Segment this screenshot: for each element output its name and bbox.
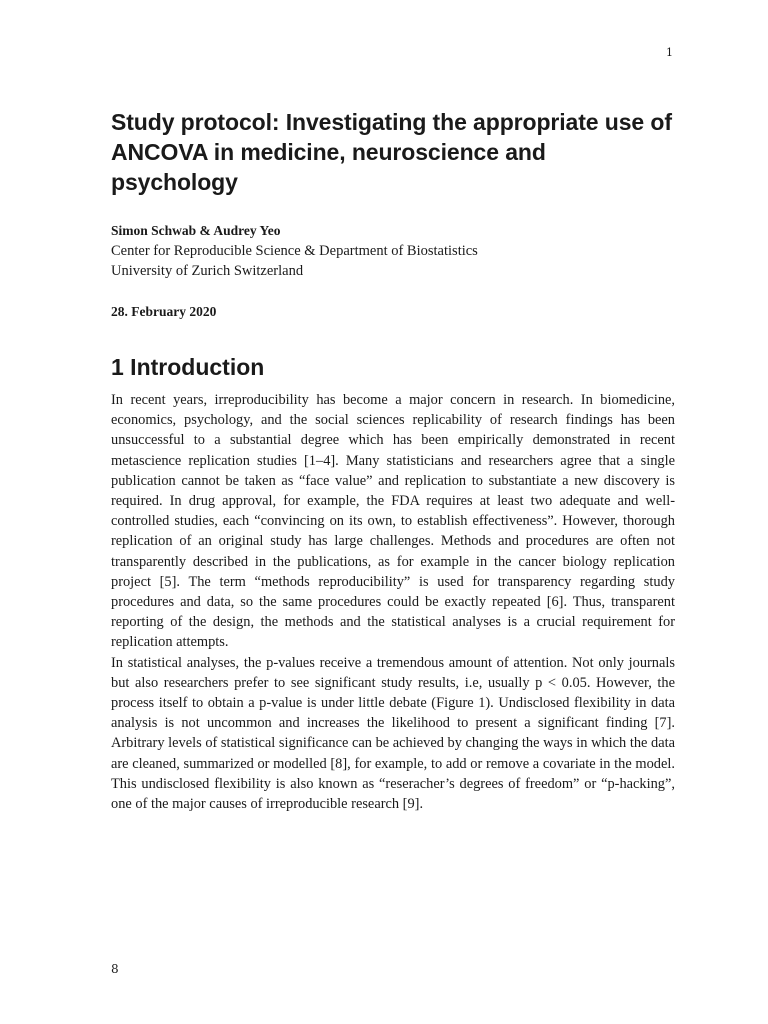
page-number-top: 1: [666, 46, 673, 59]
affiliation-line-2: University of Zurich Switzerland: [111, 263, 304, 279]
intro-paragraph-1: In recent years, irreproducibility has become a major concern in research. In biomedicine, economics, psychology, and the social sciences replicability of research findings has been unsuccessful to a substantial degree which has been empirically demonstrated in recent metascience replication studies [1–4]. Many statisticians and researchers agree that a single publication cannot be taken as “face value” and replication to substantiate a new discovery is required. In drug approval, for example, the FDA requires at least two adequate and well-controlled studies, each “convincing on its own, to establish effectiveness”. However, thorough replication of an original study has large challenges. Methods and procedures are often not transparently described in the publications, as for example in the cancer biology replication project [5]. The term “methods reproducibility” is used for transparency regarding study procedures and data, so the same procedures could be exactly repeated [6]. Thus, transparent reporting of the design, the methods and the statistical analyses is a crucial requirement for replication attempts.: [111, 392, 675, 651]
section-heading-introduction: 1 Introduction: [111, 354, 265, 380]
page-number-bottom: 8: [111, 962, 119, 976]
publication-date: 28. February 2020: [111, 304, 217, 319]
paper-title: Study protocol: Investigating the appropriate use of ANCOVA in medicine, neuroscience and psychology: [111, 109, 672, 195]
affiliation-line-1: Center for Reproducible Science & Department of Biostatistics: [111, 243, 478, 259]
author-list: Simon Schwab & Audrey Yeo: [111, 223, 281, 238]
paper-content: [111, 107, 675, 814]
intro-paragraph-2: In statistical analyses, the p-values receive a tremendous amount of attention. Not only journals but also researchers prefer to see significant study results, i.e, usually p < 0.05. However, the process itself to obtain a p-value is under little debate (Figure 1). Undisclosed flexibility in data analysis is not uncommon and increases the likelihood to present a significant finding [7]. Arbitrary levels of statistical significance can be achieved by changing the ways in which the data are cleaned, summarized or modelled [8], for example, to add or remove a covariate in the model. This undisclosed flexibility is also known as “reseracher’s degrees of freedom” or “p-hacking”, one of the major causes of irreproducible research [9].: [111, 654, 675, 813]
